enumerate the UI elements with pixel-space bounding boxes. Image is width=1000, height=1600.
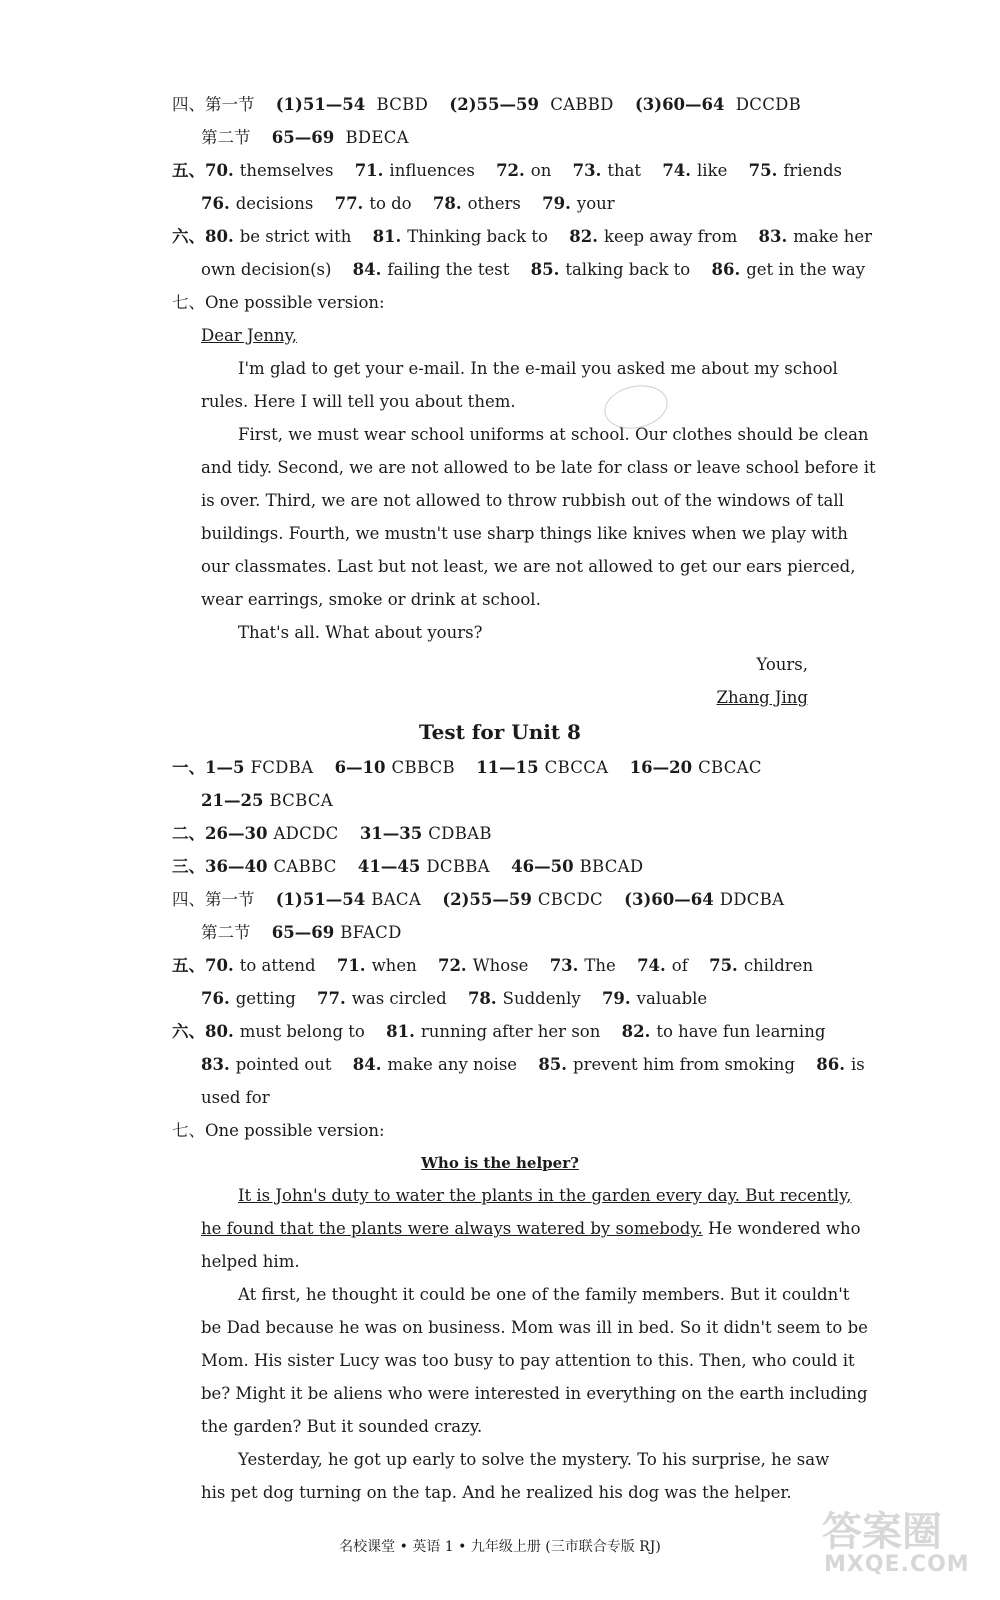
- page-footer: 名校课堂 • 英语 1 • 九年级上册 (三市联合专版 RJ): [339, 1539, 661, 1555]
- watermark-logo: [802, 1500, 982, 1590]
- answer: valuable: [636, 989, 708, 1008]
- answer: to do: [369, 194, 412, 213]
- u8-section-2: [172, 824, 492, 844]
- section-label: 第二节: [201, 128, 251, 147]
- item-range: (3)60—64: [634, 95, 725, 114]
- item-number: 79.: [542, 194, 571, 213]
- answer: on: [530, 161, 552, 180]
- answer: influences: [389, 161, 475, 180]
- item-number: 84.: [352, 260, 382, 279]
- answer: keep away from: [603, 227, 738, 246]
- item-number: 84.: [352, 1055, 382, 1074]
- item-range: 31—35: [359, 824, 423, 843]
- letter-closing: Yours,: [756, 655, 808, 674]
- item-number: 86.: [711, 260, 741, 279]
- answer: CBCAC: [698, 758, 762, 777]
- answer: to have fun learning: [656, 1022, 826, 1041]
- item-number: 79.: [601, 989, 631, 1008]
- u8-section-3: [172, 857, 643, 877]
- u8-section-6-line-1: [172, 1022, 825, 1042]
- answer: CBBCB: [391, 758, 455, 777]
- item-number: 73.: [572, 161, 602, 180]
- item-number: 83.: [201, 1055, 230, 1074]
- answer: BCBCA: [269, 791, 333, 810]
- answer: getting: [235, 989, 296, 1008]
- section-label: 第二节: [201, 923, 251, 942]
- answer: when: [371, 956, 417, 975]
- answer: prevent him from smoking: [573, 1055, 795, 1074]
- letter-greeting: Dear Jenny,: [201, 326, 297, 345]
- watermark-top: 答案圈: [822, 1509, 942, 1555]
- story-line: helped him.: [201, 1252, 300, 1271]
- item-number: 75.: [709, 956, 738, 975]
- item-number: 76.: [201, 989, 230, 1008]
- letter-line: rules. Here I will tell you about them.: [201, 392, 516, 411]
- answer: DCBBA: [426, 857, 490, 876]
- u7-section-6-line-2: [201, 260, 865, 280]
- item-range: 二、26—30: [172, 824, 268, 843]
- answer: that: [607, 161, 642, 180]
- section-label: 四、第一节: [172, 890, 255, 909]
- item-number: 77.: [317, 989, 346, 1008]
- answer: make any noise: [387, 1055, 518, 1074]
- item-number: 74.: [662, 161, 692, 180]
- u7-section-4-part-1: [172, 95, 801, 115]
- item-number: 82.: [569, 227, 598, 246]
- story-line: [201, 1219, 861, 1239]
- watermark-bottom: MXQE.COM: [824, 1552, 970, 1577]
- item-number: 81.: [372, 227, 402, 246]
- section-label: 四、第一节: [172, 95, 255, 114]
- answer: FCDBA: [250, 758, 314, 777]
- item-range: 21—25: [201, 791, 264, 810]
- answer: like: [697, 161, 728, 180]
- answer: decisions: [235, 194, 314, 213]
- u7-section-5-line-2: [201, 194, 615, 214]
- story-line: Mom. His sister Lucy was too busy to pay attention to this. Then, who could it: [201, 1351, 855, 1370]
- answer: must belong to: [239, 1022, 365, 1041]
- item-range: 41—45: [357, 857, 421, 876]
- u8-section-5-line-2: [201, 989, 707, 1009]
- answer: make her: [793, 227, 872, 246]
- item-range: 11—15: [476, 758, 539, 777]
- story-title-text: Who is the helper?: [421, 1154, 579, 1172]
- story-title: [0, 1154, 1000, 1172]
- u8-section-6-line-3: used for: [201, 1088, 270, 1107]
- u8-section-1-line-2: [201, 791, 333, 811]
- u8-section-4-part-1: [172, 890, 784, 910]
- answer: your: [576, 194, 615, 213]
- answer: others: [467, 194, 521, 213]
- unit-8-title: Test for Unit 8: [419, 720, 581, 744]
- story-line: Yesterday, he got up early to solve the mystery. To his surprise, he saw: [238, 1450, 830, 1469]
- item-number: 82.: [621, 1022, 651, 1041]
- story-line: his pet dog turning on the tap. And he realized his dog was the helper.: [201, 1483, 792, 1502]
- letter-line: is over. Third, we are not allowed to throw rubbish out of the windows of tall: [201, 491, 844, 510]
- u8-section-1-line-1: [172, 758, 762, 778]
- item-range: 三、36—40: [172, 857, 268, 876]
- item-number: 78.: [467, 989, 497, 1008]
- story-text: He wondered who: [707, 1219, 861, 1238]
- answer: running after her son: [420, 1022, 601, 1041]
- item-number: 72.: [496, 161, 525, 180]
- letter-line: our classmates. Last but not least, we are not allowed to get our ears pierced,: [201, 557, 856, 576]
- letter-line: and tidy. Second, we are not allowed to be late for class or leave school before it: [201, 458, 876, 477]
- answer: CABBD: [550, 95, 614, 114]
- item-number: 74.: [637, 956, 666, 975]
- answer: is: [850, 1055, 865, 1074]
- answer: BDECA: [345, 128, 409, 147]
- item-range: (1)51—54: [275, 95, 366, 114]
- answer: get in the way: [746, 260, 866, 279]
- item-range: 65—69: [271, 128, 335, 147]
- answer: BFACD: [340, 923, 402, 942]
- item-number: 85.: [538, 1055, 568, 1074]
- story-line: be? Might it be aliens who were interested in everything on the earth including: [201, 1384, 868, 1403]
- story-line: It is John's duty to water the plants in the garden every day. But recently,: [238, 1186, 852, 1205]
- answer: talking back to: [565, 260, 691, 279]
- item-range: (3)60—64: [624, 890, 714, 909]
- letter-line: wear earrings, smoke or drink at school.: [201, 590, 541, 609]
- answer: DCCDB: [735, 95, 802, 114]
- answer: ADCDC: [273, 824, 339, 843]
- item-range: 46—50: [511, 857, 574, 876]
- letter-line: First, we must wear school uniforms at school. Our clothes should be clean: [238, 425, 869, 444]
- answer: Whose: [472, 956, 529, 975]
- item-number: 72.: [437, 956, 467, 975]
- u8-section-4-part-2: [201, 923, 402, 943]
- answer: pointed out: [235, 1055, 332, 1074]
- item-number: 六、80.: [172, 227, 234, 246]
- answer: of: [671, 956, 688, 975]
- answer: to attend: [239, 956, 316, 975]
- item-number: 81.: [386, 1022, 415, 1041]
- answer: CDBAB: [428, 824, 492, 843]
- answer: was circled: [351, 989, 447, 1008]
- story-line: the garden? But it sounded crazy.: [201, 1417, 483, 1436]
- answer: CABBC: [273, 857, 337, 876]
- answer: BCBD: [376, 95, 429, 114]
- answer: themselves: [239, 161, 334, 180]
- item-range: (2)55—59: [442, 890, 532, 909]
- item-range: 一、1—5: [172, 758, 245, 777]
- item-range: 6—10: [334, 758, 386, 777]
- item-number: 71.: [354, 161, 384, 180]
- answer: Suddenly: [502, 989, 581, 1008]
- item-number: 六、80.: [172, 1022, 234, 1041]
- item-number: 71.: [336, 956, 366, 975]
- answer: children: [743, 956, 814, 975]
- item-number: 78.: [432, 194, 462, 213]
- story-line: be Dad because he was on business. Mom was ill in bed. So it didn't seem to be: [201, 1318, 868, 1337]
- item-number: 86.: [816, 1055, 845, 1074]
- answer: BBCAD: [579, 857, 644, 876]
- u8-section-7-heading: 七、One possible version:: [172, 1121, 385, 1140]
- answer: The: [584, 956, 616, 975]
- item-range: 16—20: [629, 758, 693, 777]
- answer: CBCDC: [537, 890, 603, 909]
- item-number: 75.: [748, 161, 778, 180]
- item-number: 83.: [758, 227, 788, 246]
- answer: BACA: [371, 890, 422, 909]
- answer: DDCBA: [719, 890, 785, 909]
- item-range: (1)51—54: [275, 890, 366, 909]
- u8-section-6-line-2: [201, 1055, 865, 1075]
- answer: friends: [783, 161, 843, 180]
- item-number: 73.: [549, 956, 579, 975]
- u7-section-6-line-1: [172, 227, 872, 247]
- u7-section-7-heading: 七、One possible version:: [172, 293, 385, 312]
- answer: Thinking back to: [407, 227, 548, 246]
- item-range: (2)55—59: [449, 95, 539, 114]
- answer: own decision(s): [201, 260, 332, 279]
- story-line: At first, he thought it could be one of the family members. But it couldn't: [238, 1285, 850, 1304]
- story-underlined: he found that the plants were always watered by somebody.: [201, 1219, 703, 1238]
- item-number: 五、70.: [172, 161, 234, 180]
- item-number: 85.: [530, 260, 560, 279]
- answer: failing the test: [387, 260, 510, 279]
- letter-line: That's all. What about yours?: [238, 623, 483, 642]
- u8-section-5-line-1: [172, 956, 813, 976]
- answer: be strict with: [239, 227, 352, 246]
- letter-signature: Zhang Jing: [716, 688, 808, 707]
- letter-line: I'm glad to get your e-mail. In the e-mail you asked me about my school: [238, 359, 838, 378]
- item-number: 五、70.: [172, 956, 234, 975]
- u7-section-5-line-1: [172, 161, 842, 181]
- letter-line: buildings. Fourth, we mustn't use sharp things like knives when we play with: [201, 524, 848, 543]
- item-number: 76.: [201, 194, 230, 213]
- u7-section-4-part-2: [201, 128, 409, 148]
- answer: CBCCA: [544, 758, 609, 777]
- item-number: 77.: [334, 194, 364, 213]
- item-range: 65—69: [271, 923, 335, 942]
